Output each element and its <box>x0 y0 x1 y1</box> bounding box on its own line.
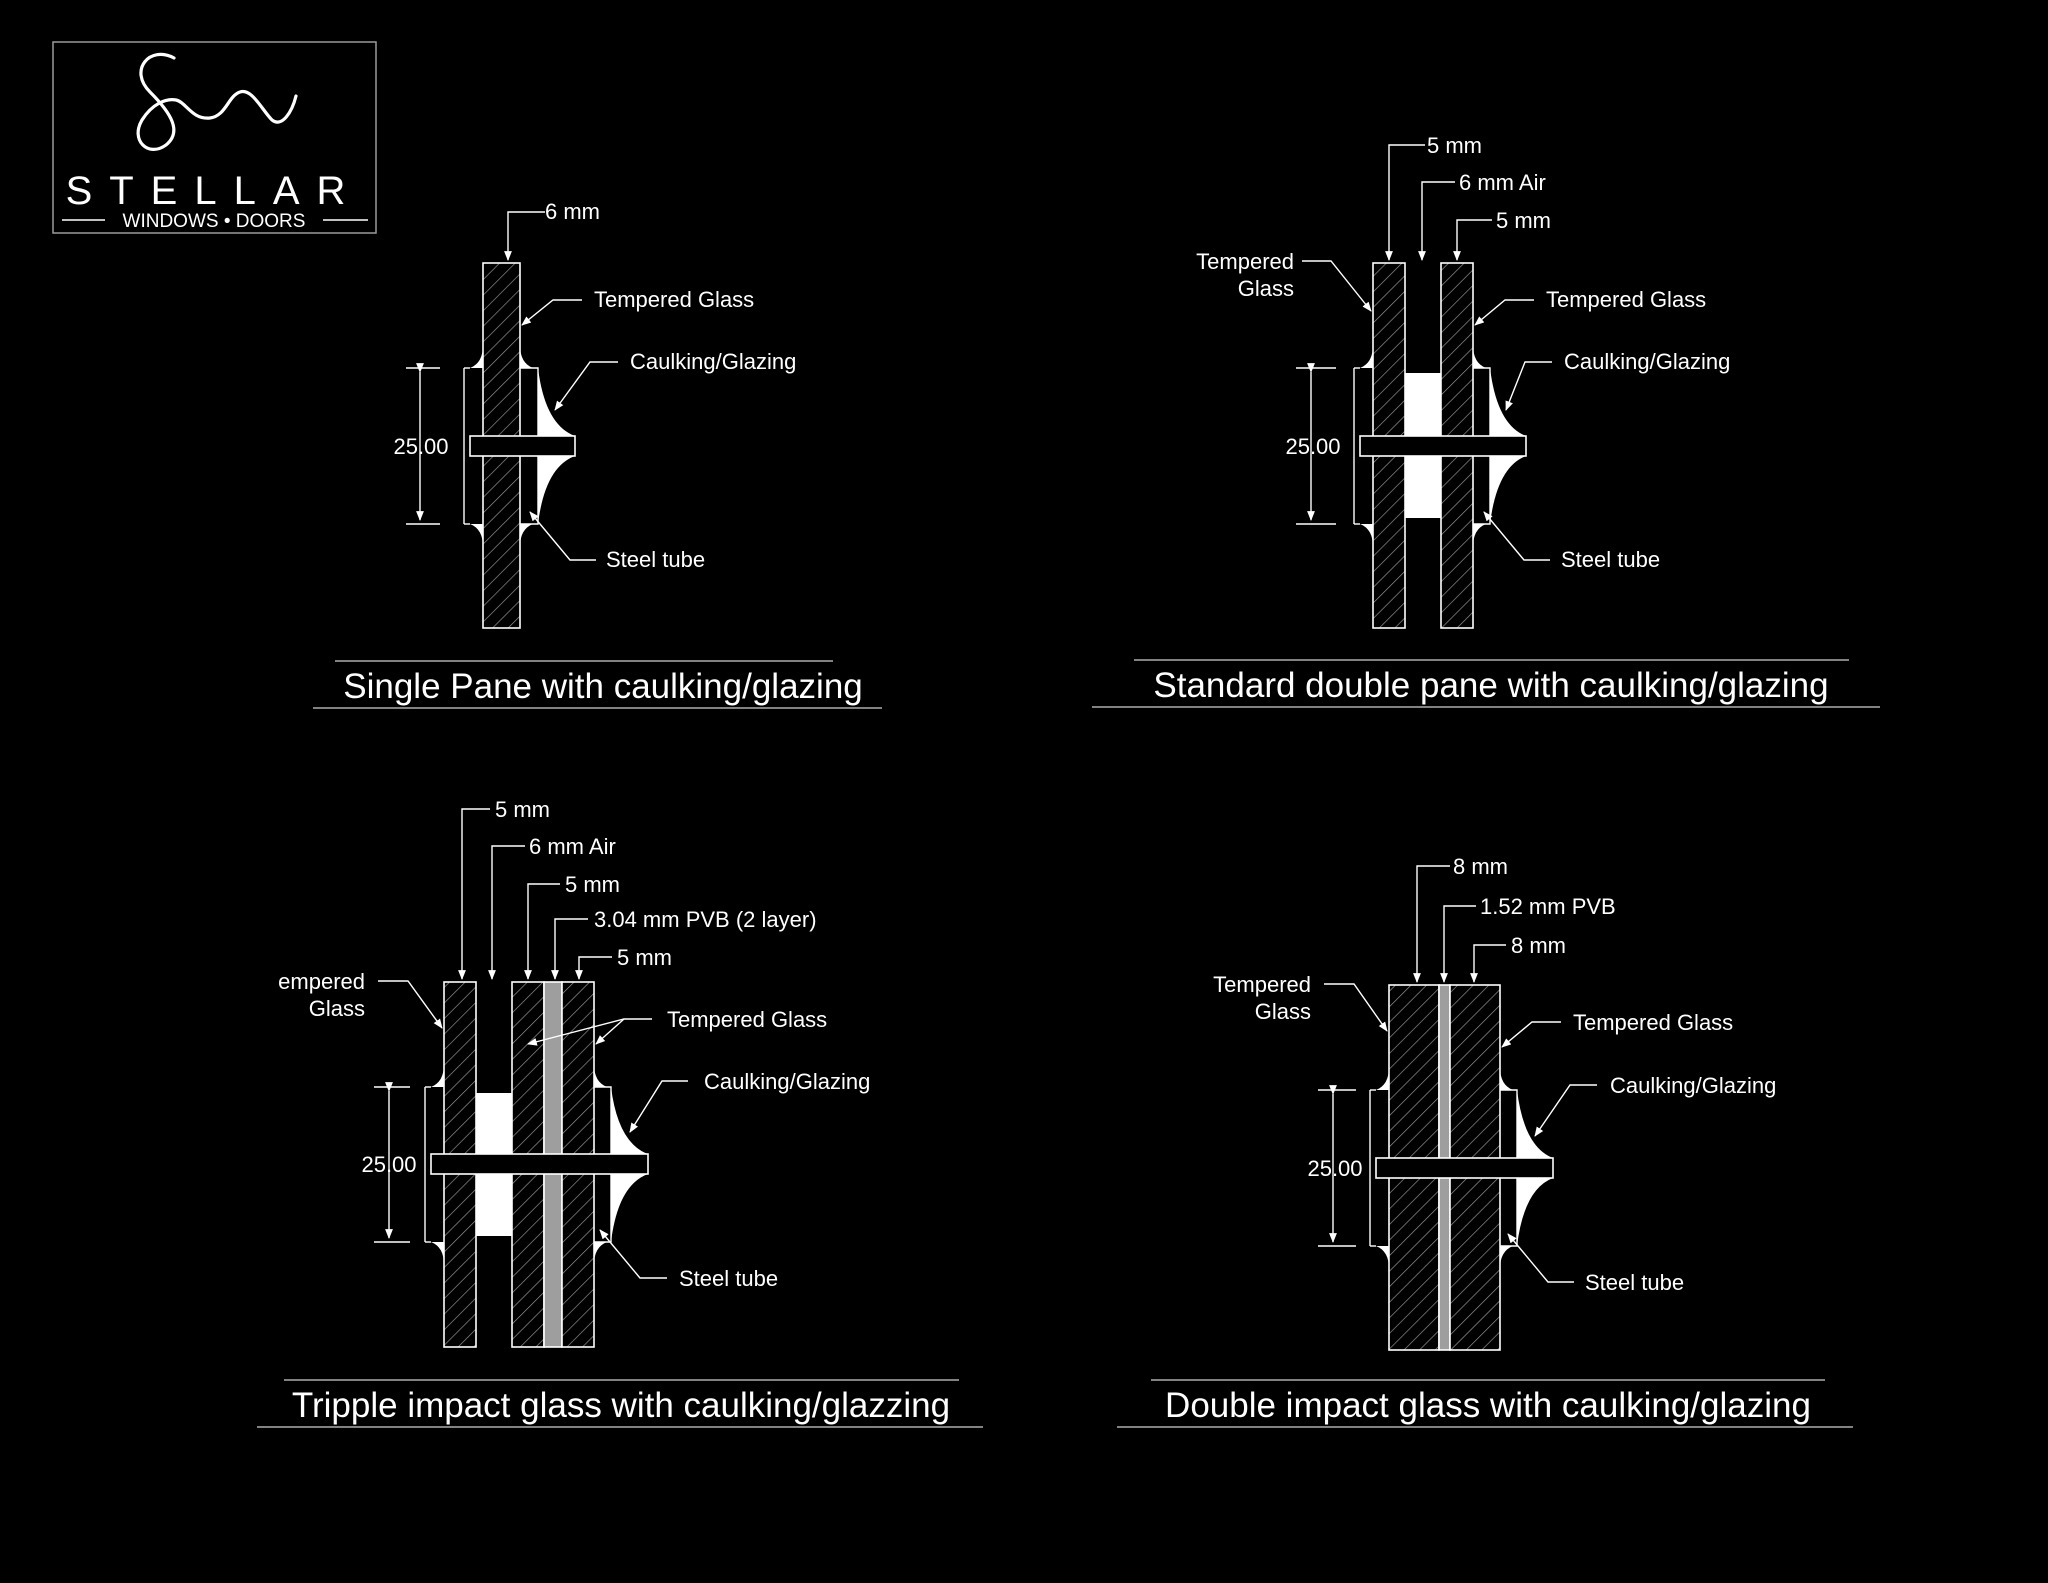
caulking-fillet <box>1517 1178 1553 1246</box>
steel-tube-label: Steel tube <box>1585 1270 1685 1295</box>
layer-label: 5 mm <box>495 797 550 822</box>
panel-double-pane <box>1092 133 1880 707</box>
caulking-bead-left <box>431 1064 444 1087</box>
caulking-bead-left <box>470 345 483 368</box>
tempered-glass-label: Tempered Glass <box>667 1007 828 1032</box>
caulking-bead-right <box>1473 345 1486 368</box>
dimension-line <box>1307 1090 1362 1246</box>
dimension-line <box>1285 368 1340 524</box>
steel-tube <box>470 436 575 456</box>
tempered-glass-label: Tempered Glass <box>1546 287 1707 312</box>
panel-caption: Standard double pane with caulking/glazing <box>1153 666 1829 705</box>
layer-label: 5 mm <box>1427 133 1482 158</box>
steel-tube <box>431 1154 648 1174</box>
caulking-label: Caulking/Glazing <box>704 1069 871 1094</box>
caulking-fillet <box>1490 368 1526 436</box>
panel-single-pane <box>313 199 882 708</box>
caulking-bead-left <box>470 524 483 547</box>
steel-tube-label: Steel tube <box>1561 547 1661 572</box>
panel-caption: Double impact glass with caulking/glazing <box>1165 1386 1811 1425</box>
dimension-label: 25.00 <box>393 434 449 459</box>
layer-label: 5 mm <box>617 945 672 970</box>
caulking-bead-right <box>594 1064 607 1087</box>
layer-label: 5 mm <box>1496 208 1551 233</box>
steel-tube <box>1376 1158 1553 1178</box>
caulking-bead-left <box>1360 524 1373 547</box>
caulking-fillet <box>538 368 575 436</box>
caulking-fillet <box>1517 1090 1553 1158</box>
caulking-fillet <box>611 1174 648 1242</box>
caulking-bead-right <box>520 345 533 368</box>
steel-tube-label: Steel tube <box>606 547 706 572</box>
steel-tube-label: Steel tube <box>679 1266 779 1291</box>
brand-tagline: WINDOWS • DOORS <box>122 211 306 232</box>
caulking-bead-left <box>1376 1067 1389 1090</box>
layer-label: 8 mm <box>1453 854 1508 879</box>
panel-double-impact-glass <box>1117 854 1853 1427</box>
caulking-fillet <box>611 1087 648 1154</box>
brand-name: STELLAR <box>65 169 363 213</box>
caulking-bead-right <box>1473 524 1486 547</box>
panel-caption: Tripple impact glass with caulking/glazzing <box>291 1386 951 1425</box>
caulking-bead-right <box>1500 1067 1513 1090</box>
caulking-bead-left <box>431 1242 444 1265</box>
steel-tube <box>1360 436 1526 456</box>
tempered-glass-label: empered <box>278 969 365 994</box>
caulking-label: Caulking/Glazing <box>1564 349 1731 374</box>
caulking-label: Caulking/Glazing <box>1610 1073 1777 1098</box>
layer-label: 5 mm <box>565 872 620 897</box>
caulking-fillet <box>1490 456 1526 524</box>
layer-label: 1.52 mm PVB <box>1480 894 1616 919</box>
caulking-label: Caulking/Glazing <box>630 349 797 374</box>
layer-label: 8 mm <box>1511 933 1566 958</box>
layer-label: 6 mm <box>545 199 600 224</box>
caulking-bead-right <box>594 1242 607 1265</box>
dimension-label: 25.00 <box>1307 1156 1363 1181</box>
caulking-bead-left <box>1376 1246 1389 1269</box>
dimension-label: 25.00 <box>361 1152 417 1177</box>
panel-caption: Single Pane with caulking/glazing <box>343 667 863 706</box>
layer-label: 6 mm Air <box>529 834 616 859</box>
tempered-glass-label: Tempered <box>1213 972 1311 997</box>
dimension-line <box>393 368 448 524</box>
caulking-bead-right <box>520 524 533 547</box>
tempered-glass-label: Glass <box>1237 276 1294 301</box>
tempered-glass-label: Tempered Glass <box>594 287 755 312</box>
dimension-line <box>361 1087 416 1242</box>
tempered-glass-label: Tempered <box>1196 249 1294 274</box>
caulking-bead-right <box>1500 1246 1513 1269</box>
panel-triple-impact-glass <box>257 797 983 1427</box>
caulking-fillet <box>538 456 575 524</box>
caulking-bead-left <box>1360 345 1373 368</box>
stellar-logo <box>53 42 376 233</box>
layer-label: 6 mm Air <box>1459 170 1546 195</box>
tempered-glass-label: Glass <box>1254 999 1311 1024</box>
tempered-glass-label: Tempered Glass <box>1573 1010 1734 1035</box>
layer-label: 3.04 mm PVB (2 layer) <box>594 907 817 932</box>
dimension-label: 25.00 <box>1285 434 1341 459</box>
tempered-glass-label: Glass <box>308 996 365 1021</box>
